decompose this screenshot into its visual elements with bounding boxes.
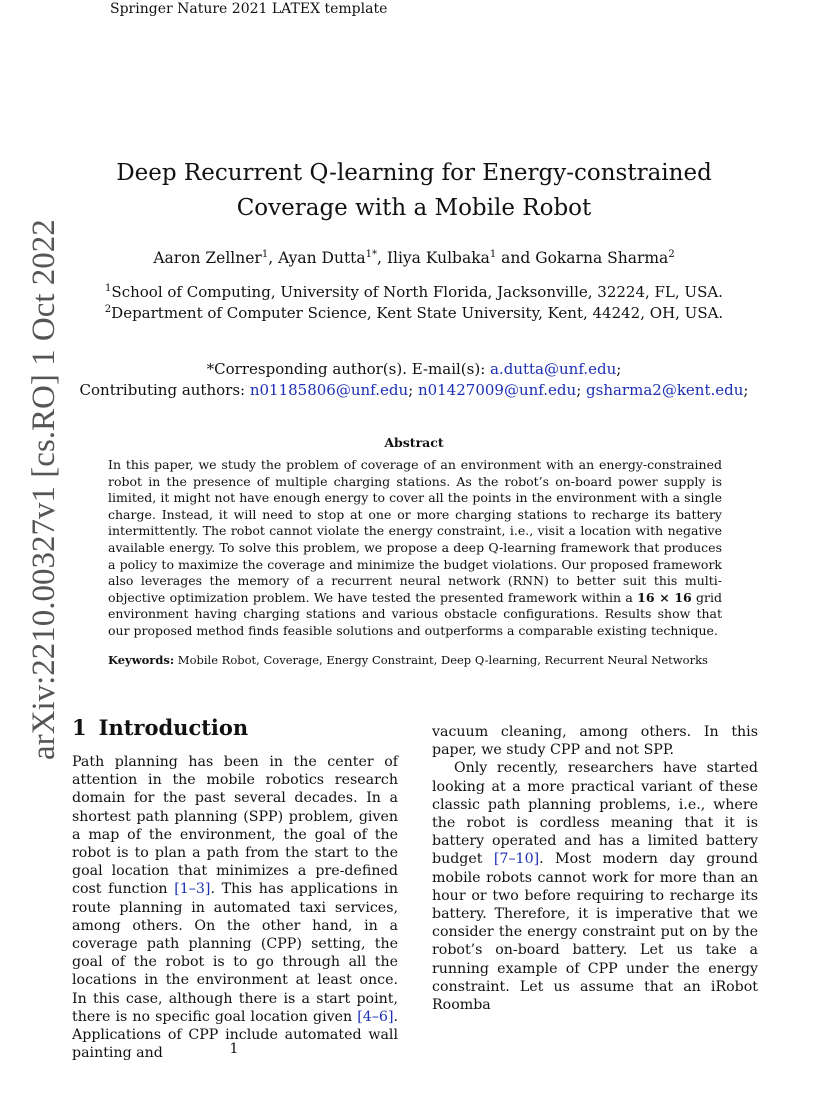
abstract-text: In this paper, we study the problem of coverage of an environment with an energy-constrained robot in the presence of multiple charging stations. As the robot’s on-board power supply is limited, it might not have enough energy to cover all the points in the environment with a single charge. Instead, it will need to stop at one or more charging stations to recharge its battery intermittently. The robot cannot violate the energy constraint, i.e., visit a location with negative available energy. To solve this problem, we propose a deep Q-learning framework that produces a policy to maximize the coverage and minimize the budget violations. Our proposed framework also leverages the memory of a recurrent neural network (RNN) to better suit this multi-objective optimization problem. We have tested the presented framework within a (108, 457, 722, 605)
author-separator: , (268, 249, 279, 267)
title-line-2: Coverage with a Mobile Robot (236, 195, 592, 221)
citation-link[interactable]: [1–3] (174, 881, 211, 898)
author-affil-mark: 1 (261, 248, 269, 260)
section-heading (72, 715, 248, 740)
paper-title (80, 156, 748, 226)
email-link[interactable]: a.dutta@unf.edu (490, 360, 617, 378)
paragraph (432, 759, 758, 1014)
affiliations (60, 282, 768, 324)
affiliation-2 (60, 303, 768, 324)
contact-info (40, 359, 788, 401)
email-link[interactable]: n01427009@unf.edu (417, 381, 577, 399)
author-affil-mark: 1 (489, 248, 497, 260)
title-line-1: Deep Recurrent Q-learning for Energy-constrained (116, 160, 712, 186)
corresponding-line (40, 359, 788, 380)
arxiv-identifier: arXiv:2210.00327v1 [cs.RO] 1 Oct 2022 (26, 219, 62, 760)
author-separator: , (377, 249, 387, 267)
email-link[interactable]: gsharma2@kent.edu (586, 381, 744, 399)
body-text: . This has applications in route planning in automated taxi services, among others. On the other hand, in a coverage path planning (CPP) setting, the goal of the robot is to go through all the locations in the environment at least once. In this case, although there is a start point, there is no specific goal location given (72, 881, 398, 1025)
running-header: Springer Nature 2021 LATEX template (110, 1, 388, 17)
affil-text: School of Computing, University of North Florida, Jacksonville, 32224, FL, USA. (111, 283, 723, 301)
section-title: Introduction (98, 715, 249, 740)
abstract-body (108, 457, 722, 640)
keywords (108, 653, 748, 667)
abstract-grid-size: 16 × 16 (637, 589, 692, 605)
affil-text: Department of Computer Science, Kent State University, Kent, 44242, OH, USA. (111, 304, 724, 322)
keywords-label: Keywords: (108, 653, 175, 667)
body-text: Path planning has been in the center of attention in the mobile robotics research domain for the past several decades. In a shortest path planning (SPP) problem, given a map of the environment, the goal of the robot is to plan a path from the start to the goal location that minimizes a pre-defined cost function (72, 754, 398, 898)
body-text: . Most modern day ground mobile robots cannot work for more than an hour or two before requiring to recharge its battery. Therefore, it is imperative that we consider the energy constraint put on by the robot’s on-board battery. Let us take a running example of CPP under the energy constraint. Let us assume that an iRobot Roomba (432, 851, 759, 1014)
affil-mark: 1 (105, 283, 112, 294)
citation-link[interactable]: [4–6] (357, 1008, 394, 1025)
author-name: Aaron Zellner (153, 249, 262, 267)
keywords-text: Mobile Robot, Coverage, Energy Constraint, Deep Q-learning, Recurrent Neural Networks (174, 653, 708, 667)
author-list (60, 249, 768, 267)
left-column (72, 753, 398, 1062)
page-number: 1 (229, 1041, 239, 1057)
contributing-label: Contributing authors: (79, 381, 250, 399)
contributing-line: Contributing authors: n01185806@unf.edu; n01427009@unf.edu; gsharma2@kent.edu; (79, 381, 749, 399)
author-separator: and (496, 249, 536, 267)
author-name: Gokarna Sharma (535, 249, 669, 267)
paragraph: vacuum cleaning, among others. In this paper, we study CPP and not SPP. (432, 724, 758, 759)
affiliation-1 (60, 282, 768, 303)
citation-link[interactable]: [7–10] (493, 851, 540, 868)
punct: ; (616, 360, 622, 378)
author-affil-mark: 2 (668, 248, 675, 260)
author-name: Iliya Kulbaka (386, 249, 490, 267)
abstract-heading: Abstract (384, 435, 444, 450)
body-text: . Applications of CPP include automated wall painting and (72, 1008, 398, 1062)
arxiv-sidebar (26, 219, 62, 765)
section-number: 1 (72, 715, 87, 740)
corresponding-label: *Corresponding author(s). E-mail(s): (206, 360, 491, 378)
author-name: Ayan Dutta (278, 249, 366, 267)
email-link[interactable]: n01185806@unf.edu (249, 381, 409, 399)
body-text: Only recently, researchers have started looking at a more practical variant of these classic path planning problems, i.e., where the robot is cordless meaning that it is battery operated and has a limited battery budget (432, 760, 758, 868)
right-column (432, 723, 758, 1014)
abstract-text: grid environment having charging stations and various obstacle configurations. Results show that our proposed method finds feasible solutions and outperforms a comparable existing technique. (108, 589, 723, 638)
affil-mark: 2 (104, 304, 112, 315)
paragraph (72, 753, 398, 1062)
author-affil-mark: 1* (365, 248, 378, 260)
